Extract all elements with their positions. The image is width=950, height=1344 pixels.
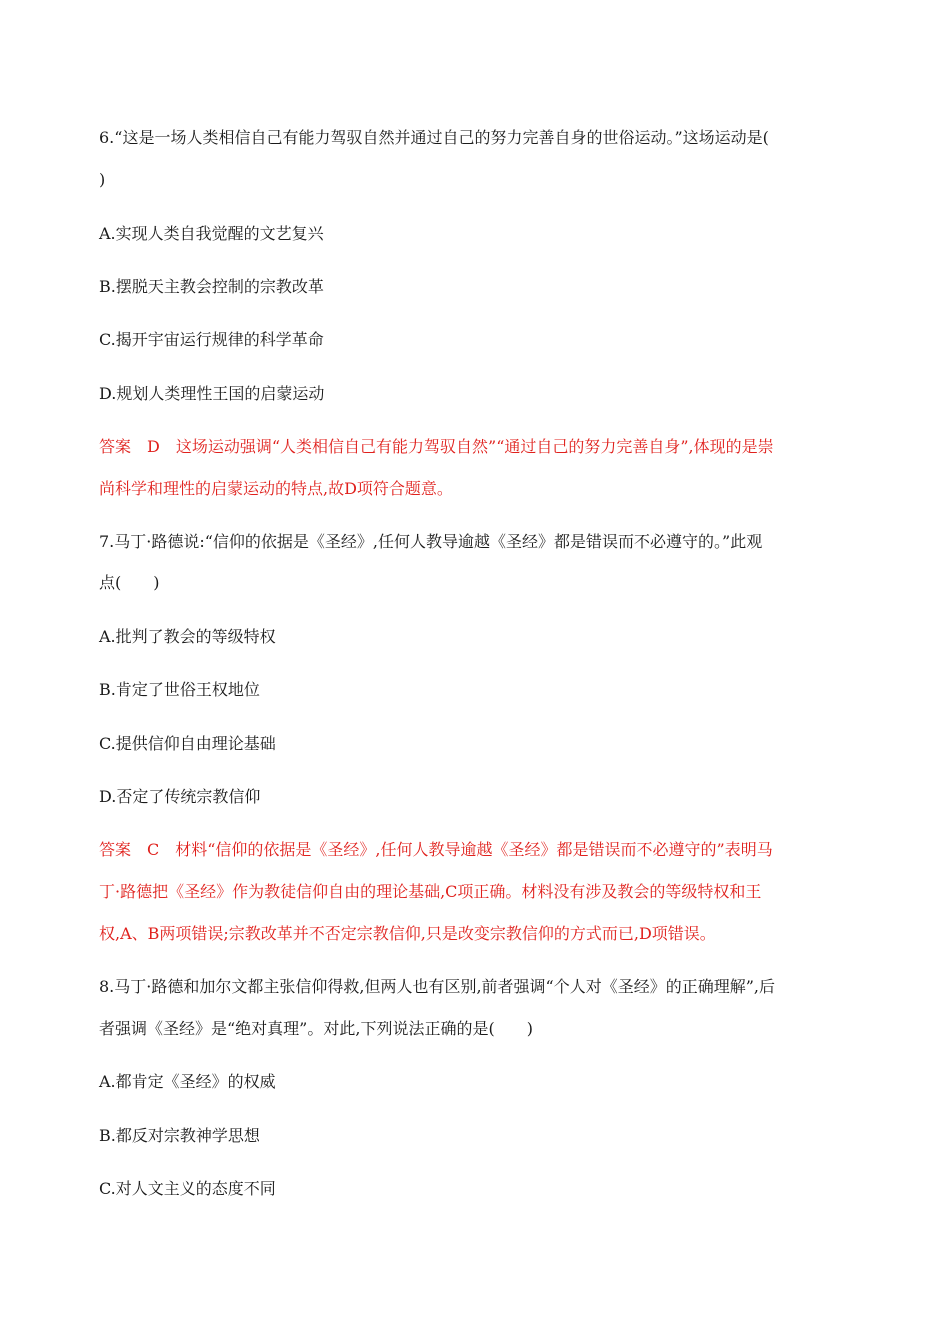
question-7-option-c: C.提供信仰自由理论基础 (99, 734, 276, 753)
question-8-option-c: C.对人文主义的态度不同 (99, 1179, 276, 1198)
question-8-option-b: B.都反对宗教神学思想 (99, 1126, 260, 1145)
question-6-answer-line-2: 尚科学和理性的启蒙运动的特点,故D项符合题意。 (99, 479, 453, 498)
question-7-answer-line-3: 权,A、B两项错误;宗教改革并不否定宗教信仰,只是改变宗教信仰的方式而已,D项错误。 (99, 924, 716, 943)
question-8-stem-line-1: 8.马丁·路德和加尔文都主张信仰得救,但两人也有区别,前者强调“个人对《圣经》的正确理解”,后 (99, 977, 775, 996)
question-7-option-d: D.否定了传统宗教信仰 (99, 787, 261, 806)
question-6-stem-line-1: 6.“这是一场人类相信自己有能力驾驭自然并通过自己的努力完善自身的世俗运动。”这场运动是( (99, 128, 769, 147)
question-6-option-d: D.规划人类理性王国的启蒙运动 (99, 384, 325, 403)
question-6-option-c: C.揭开宇宙运行规律的科学革命 (99, 330, 324, 349)
question-7-stem-line-2: 点( ) (99, 573, 160, 592)
question-8-option-a: A.都肯定《圣经》的权威 (99, 1072, 276, 1091)
question-7-option-a: A.批判了教会的等级特权 (99, 627, 276, 646)
question-6-option-b: B.摆脱天主教会控制的宗教改革 (99, 277, 324, 296)
question-6-stem-line-2: ) (99, 170, 106, 189)
question-8-stem-line-2: 者强调《圣经》是“绝对真理”。对此,下列说法正确的是( ) (99, 1019, 533, 1038)
question-7-option-b: B.肯定了世俗王权地位 (99, 680, 260, 699)
question-7-answer-line-1: 答案 C 材料“信仰的依据是《圣经》,任何人教导逾越《圣经》都是错误而不必遵守的”表明马 (99, 840, 773, 859)
question-6-answer-line-1: 答案 D 这场运动强调“人类相信自己有能力驾驭自然”“通过自己的努力完善自身”,体现的是崇 (99, 437, 774, 456)
question-6-option-a: A.实现人类自我觉醒的文艺复兴 (99, 224, 324, 243)
question-7-answer-line-2: 丁·路德把《圣经》作为教徒信仰自由的理论基础,C项正确。材料没有涉及教会的等级特权和王 (99, 882, 762, 901)
question-7-stem-line-1: 7.马丁·路德说:“信仰的依据是《圣经》,任何人教导逾越《圣经》都是错误而不必遵守的。”此观 (99, 532, 763, 551)
